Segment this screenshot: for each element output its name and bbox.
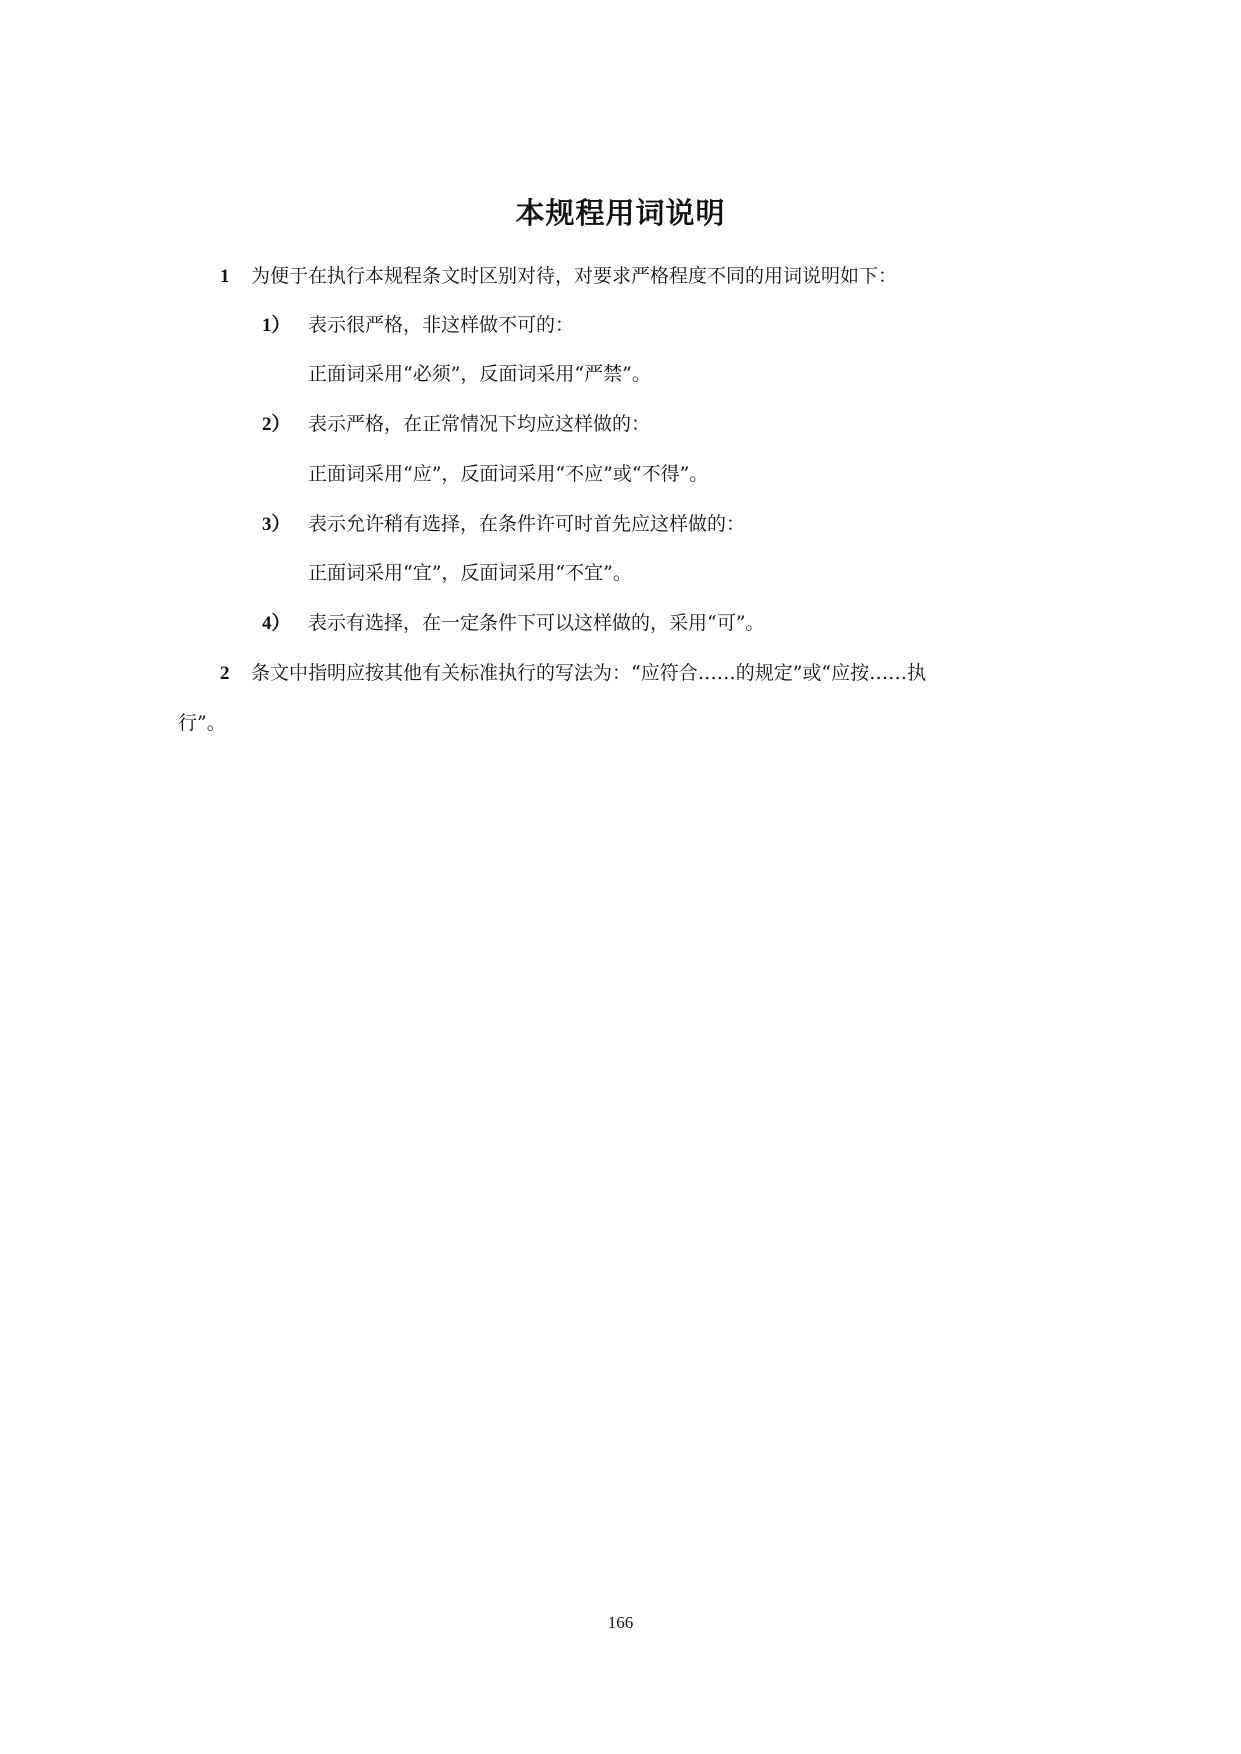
clause-1-item-3	[262, 512, 745, 537]
item-1-detail: 正面词采用“必须”，反面词采用“严禁”。	[308, 363, 651, 385]
item-2-text: 表示严格，在正常情况下均应这样做的：	[308, 413, 651, 435]
clause-1-item-1	[262, 313, 574, 338]
clause-1	[220, 264, 897, 289]
page-number: 166	[607, 1613, 634, 1632]
page-title: 本规程用词说明	[515, 196, 726, 230]
item-1-text: 表示很严格，非这样做不可的：	[308, 314, 575, 336]
item-4-text: 表示有选择，在一定条件下可以这样做的，采用“可”。	[308, 612, 765, 634]
item-4-number: 4）	[262, 613, 291, 634]
clause-1-item-4	[262, 611, 764, 636]
item-2-detail: 正面词采用“应”，反面词采用“不应”或“不得”。	[308, 463, 709, 485]
clause-1-text: 为便于在执行本规程条文时区别对待，对要求严格程度不同的用词说明如下：	[251, 265, 898, 287]
clause-2-text-line-2: 行”。	[178, 712, 226, 734]
item-2-number: 2）	[262, 414, 291, 435]
item-1-number: 1）	[262, 315, 291, 336]
clause-2-text-line-1: 条文中指明应按其他有关标准执行的写法为：“应符合……的规定”或“应按……执	[251, 662, 927, 684]
item-3-detail: 正面词采用“宜”，反面词采用“不宜”。	[308, 562, 632, 584]
item-3-number: 3）	[262, 514, 291, 535]
clause-1-item-2	[262, 412, 650, 437]
clause-1-number: 1	[220, 266, 230, 287]
clause-2-number: 2	[220, 663, 230, 684]
item-3-text: 表示允许稍有选择，在条件许可时首先应这样做的：	[308, 513, 746, 535]
clause-2	[220, 661, 926, 686]
